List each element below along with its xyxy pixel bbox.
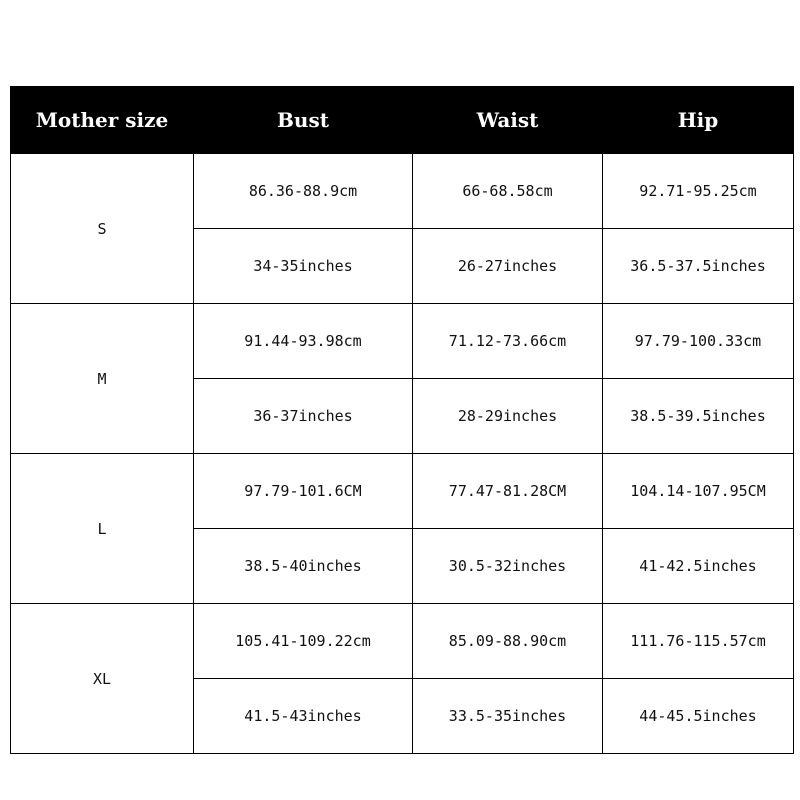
bust-cm-l: 97.79-101.6CM <box>194 454 413 529</box>
waist-inches-m: 28-29inches <box>413 379 603 454</box>
bust-cm-s: 86.36-88.9cm <box>194 154 413 229</box>
bust-inches-m: 36-37inches <box>194 379 413 454</box>
header-bust: Bust <box>194 87 413 154</box>
waist-inches-xl: 33.5-35inches <box>413 679 603 754</box>
table-row-m-cm <box>11 304 794 379</box>
table-row-l-cm <box>11 454 794 529</box>
hip-inches-s: 36.5-37.5inches <box>603 229 794 304</box>
bust-cm-m: 91.44-93.98cm <box>194 304 413 379</box>
waist-cm-s: 66-68.58cm <box>413 154 603 229</box>
size-chart-table <box>10 86 794 754</box>
bust-inches-xl: 41.5-43inches <box>194 679 413 754</box>
size-label-s: S <box>11 154 194 304</box>
header-hip: Hip <box>603 87 794 154</box>
size-label-l: L <box>11 454 194 604</box>
header-waist: Waist <box>413 87 603 154</box>
bust-inches-s: 34-35inches <box>194 229 413 304</box>
table-row-xl-cm <box>11 604 794 679</box>
hip-inches-m: 38.5-39.5inches <box>603 379 794 454</box>
waist-cm-l: 77.47-81.28CM <box>413 454 603 529</box>
hip-inches-xl: 44-45.5inches <box>603 679 794 754</box>
waist-cm-xl: 85.09-88.90cm <box>413 604 603 679</box>
hip-cm-m: 97.79-100.33cm <box>603 304 794 379</box>
hip-cm-s: 92.71-95.25cm <box>603 154 794 229</box>
waist-inches-l: 30.5-32inches <box>413 529 603 604</box>
size-label-m: M <box>11 304 194 454</box>
header-mother-size: Mother size <box>11 87 194 154</box>
hip-cm-xl: 111.76-115.57cm <box>603 604 794 679</box>
bust-inches-l: 38.5-40inches <box>194 529 413 604</box>
waist-inches-s: 26-27inches <box>413 229 603 304</box>
table-row-s-cm <box>11 154 794 229</box>
waist-cm-m: 71.12-73.66cm <box>413 304 603 379</box>
hip-cm-l: 104.14-107.95CM <box>603 454 794 529</box>
bust-cm-xl: 105.41-109.22cm <box>194 604 413 679</box>
size-label-xl: XL <box>11 604 194 754</box>
header-row <box>11 87 794 154</box>
hip-inches-l: 41-42.5inches <box>603 529 794 604</box>
